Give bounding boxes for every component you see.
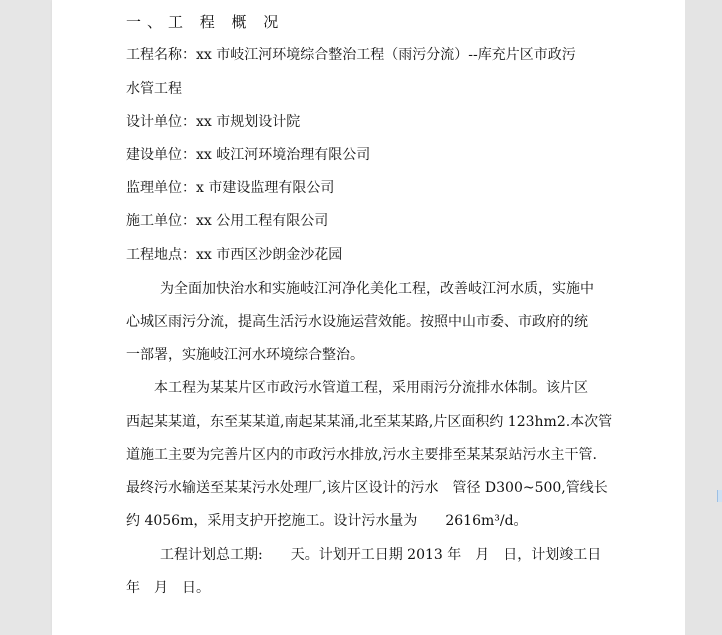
left-gutter (0, 0, 52, 635)
paragraph-2-line-5: 约 4056m，采用支护开挖施工。设计污水量为 2616m³/d。 (126, 513, 528, 529)
paragraph-1-line-2: 心城区雨污分流，提高生活污水设施运营效能。按照中山市委、市政府的统 (126, 314, 588, 330)
design-unit-line: 设计单位：xx 市规划设计院 (126, 114, 301, 130)
schedule-line-1: 工程计划总工期: 天。计划开工日期 2013 年 月 日，计划竣工日 (160, 547, 602, 563)
project-name-line-cont: 水管工程 (126, 81, 182, 97)
paragraph-1-line-1: 为全面加快治水和实施岐江河净化美化工程，改善岐江河水质，实施中 (160, 281, 594, 297)
paragraph-2-line-1: 本工程为某某片区市政污水管道工程，采用雨污分流排水体制。该片区 (154, 380, 588, 396)
paragraph-2-line-3: 道施工主要为完善片区内的市政污水排放,污水主要排至某某泵站污水主干管. (126, 447, 597, 463)
side-scroll-marker[interactable] (717, 490, 722, 502)
project-name-line: 工程名称：xx 市岐江河环境综合整治工程（雨污分流）--库充片区市政污 (126, 47, 576, 63)
construction-owner-line: 建设单位：xx 岐江河环境治理有限公司 (126, 147, 371, 163)
project-location-line: 工程地点：xx 市西区沙朗金沙花园 (126, 247, 343, 263)
paragraph-1-line-3: 一部署，实施岐江河水环境综合整治。 (126, 347, 364, 363)
paragraph-2-line-2: 西起某某道，东至某某道,南起某某涌,北至某某路,片区面积约 123hm2.本次管 (126, 414, 613, 430)
right-gutter (685, 0, 722, 635)
paragraph-2-line-4: 最终污水输送至某某污水处理厂,该片区设计的污水 管径 D300~500,管线长 (126, 480, 608, 496)
supervision-unit-line: 监理单位：x 市建设监理有限公司 (126, 180, 335, 196)
schedule-line-2: 年 月 日。 (126, 580, 210, 596)
section-title: 一、工 程 概 况 (126, 13, 285, 31)
contractor-unit-line: 施工单位：xx 公用工程有限公司 (126, 213, 329, 229)
